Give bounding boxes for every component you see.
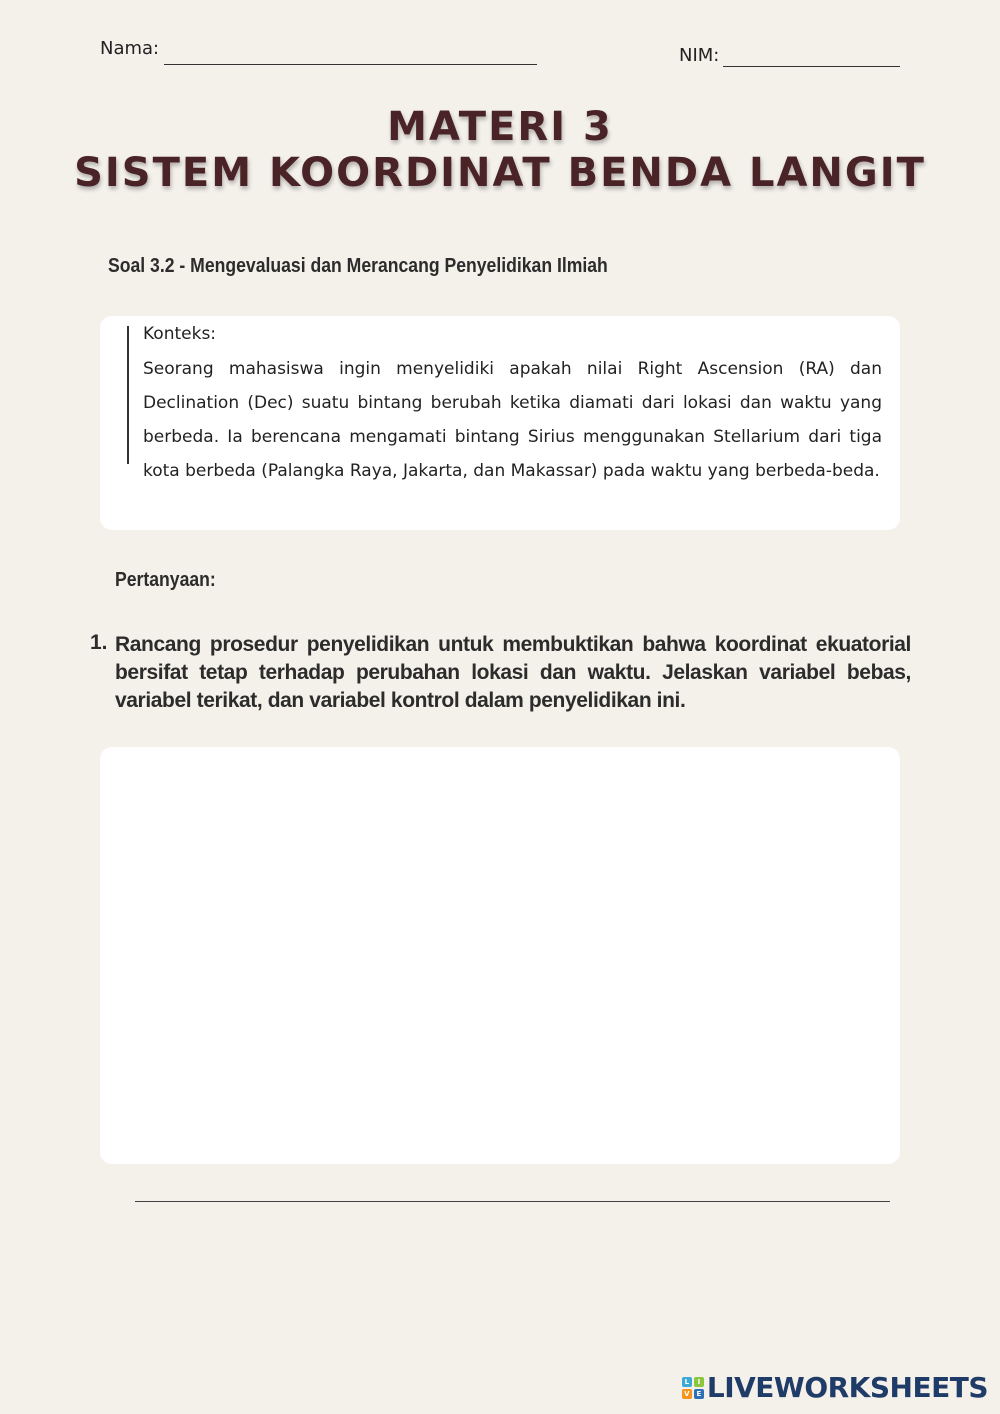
logo-square-l: L <box>682 1377 692 1387</box>
question-text: Rancang prosedur penyelidikan untuk membuktikan bahwa koordinat ekuatorial bersifat tetap terhadap perubahan lokasi dan waktu. Jelaskan variabel bebas, variabel terikat, dan variabel kontrol dalam penyelidikan ini. <box>115 633 911 712</box>
answer-input[interactable] <box>100 747 900 1164</box>
section-heading: Soal 3.2 - Mengevaluasi dan Merancang Penyelidikan Ilmiah <box>108 255 608 277</box>
question-number: 1. <box>90 631 108 654</box>
context-label: Konteks: <box>143 324 217 344</box>
logo-square-v: V <box>682 1389 692 1399</box>
logo-text: LIVEWORKSHEETS <box>706 1371 988 1404</box>
liveworksheets-logo-icon <box>682 1377 704 1399</box>
logo-square-i: I <box>694 1377 704 1387</box>
liveworksheets-logo <box>682 1371 988 1404</box>
nim-label: NIM: <box>679 45 720 66</box>
name-field[interactable] <box>164 64 537 65</box>
bottom-divider <box>135 1201 890 1202</box>
questions-heading: Pertanyaan: <box>115 569 216 591</box>
context-quote-bar <box>127 326 129 464</box>
logo-square-e: E <box>694 1389 704 1399</box>
name-label: Nama: <box>100 38 160 59</box>
page-title-line-2: SISTEM KOORDINAT BENDA LANGIT <box>74 150 926 196</box>
page-title-line-1: MATERI 3 <box>387 104 613 150</box>
context-text: Seorang mahasiswa ingin menyelidiki apakah nilai Right Ascension (RA) dan Declination (Dec) suatu bintang berubah ketika diamati dari lokasi dan waktu yang berbeda. Ia berencana mengamati bintang Sirius menggunakan Stellarium dari tiga kota berbeda (Palangka Raya, Jakarta, dan Makassar) pada waktu yang berbeda-beda. <box>143 359 882 481</box>
nim-field[interactable] <box>723 66 900 67</box>
